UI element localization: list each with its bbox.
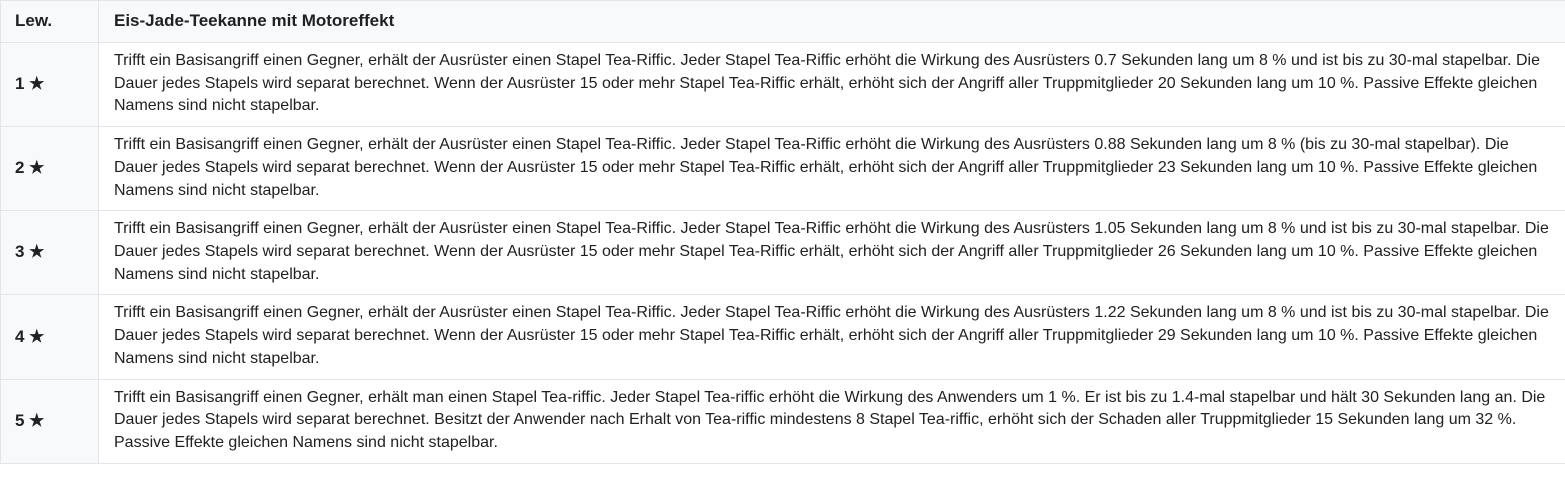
table-header-row bbox=[1, 1, 1565, 43]
table-row bbox=[1, 127, 1565, 211]
table-row bbox=[1, 211, 1565, 295]
level-label: 3 ★ bbox=[1, 211, 99, 295]
level-label: 4 ★ bbox=[1, 295, 99, 379]
skill-description: Trifft ein Basisangriff einen Gegner, erhält der Ausrüster einen Stapel Tea-Riffic. Jeder Stapel Tea-Riffic erhöht die Wirkung des Ausrüsters 1.22 Sekunden lang um 8 % und ist bis zu 30-mal stapelbar. Die Dauer jedes Stapels wird separat berechnet. Wenn der Ausrüster 15 oder mehr Stapel Tea-Riffic erhält, erhöht sich der Angriff aller Truppmitglieder 29 Sekunden lang um 10 %. Passive Effekte gleichen Namens sind nicht stapelbar. bbox=[99, 295, 1565, 379]
column-header-level: Lew. bbox=[1, 1, 99, 43]
table-row bbox=[1, 379, 1565, 463]
table-body bbox=[1, 43, 1565, 464]
skill-description: Trifft ein Basisangriff einen Gegner, erhält der Ausrüster einen Stapel Tea-Riffic. Jeder Stapel Tea-Riffic erhöht die Wirkung des Ausrüsters 1.05 Sekunden lang um 8 % und ist bis zu 30-mal stapelbar. Die Dauer jedes Stapels wird separat berechnet. Wenn der Ausrüster 15 oder mehr Stapel Tea-Riffic erhält, erhöht sich der Angriff aller Truppmitglieder 26 Sekunden lang um 10 %. Passive Effekte gleichen Namens sind nicht stapelbar. bbox=[99, 211, 1565, 295]
level-label: 1 ★ bbox=[1, 43, 99, 127]
skill-description: Trifft ein Basisangriff einen Gegner, erhält man einen Stapel Tea-riffic. Jeder Stapel Tea-riffic erhöht die Wirkung des Anwenders um 1 %. Er ist bis zu 1.4-mal stapelbar und hält 30 Sekunden lang an. Die Dauer jedes Stapels wird separat berechnet. Besitzt der Anwender nach Erhalt von Tea-riffic mindestens 8 Stapel Tea-riffic, erhöht sich der Schaden aller Truppmitglieder 15 Sekunden lang um 32 %. Passive Effekte gleichen Namens sind nicht stapelbar. bbox=[99, 379, 1565, 463]
table-row bbox=[1, 295, 1565, 379]
skill-description: Trifft ein Basisangriff einen Gegner, erhält der Ausrüster einen Stapel Tea-Riffic. Jeder Stapel Tea-Riffic erhöht die Wirkung des Ausrüsters 0.7 Sekunden lang um 8 % und ist bis zu 30-mal stapelbar. Die Dauer jedes Stapels wird separat berechnet. Wenn der Ausrüster 15 oder mehr Stapel Tea-Riffic erhält, erhöht sich der Angriff aller Truppmitglieder 20 Sekunden lang um 10 %. Passive Effekte gleichen Namens sind nicht stapelbar. bbox=[99, 43, 1565, 127]
table-row bbox=[1, 43, 1565, 127]
level-label: 5 ★ bbox=[1, 379, 99, 463]
table-header bbox=[1, 1, 1565, 43]
skill-description: Trifft ein Basisangriff einen Gegner, erhält der Ausrüster einen Stapel Tea-Riffic. Jeder Stapel Tea-Riffic erhöht die Wirkung des Ausrüsters 0.88 Sekunden lang um 8 % (bis zu 30-mal stapelbar). Die Dauer jedes Stapels wird separat berechnet. Wenn der Ausrüster 15 oder mehr Stapel Tea-Riffic erhält, erhöht sich der Angriff aller Truppmitglieder 23 Sekunden lang um 10 %. Passive Effekte gleichen Namens sind nicht stapelbar. bbox=[99, 127, 1565, 211]
level-label: 2 ★ bbox=[1, 127, 99, 211]
column-header-skill-name: Eis-Jade-Teekanne mit Motoreffekt bbox=[99, 1, 1565, 43]
